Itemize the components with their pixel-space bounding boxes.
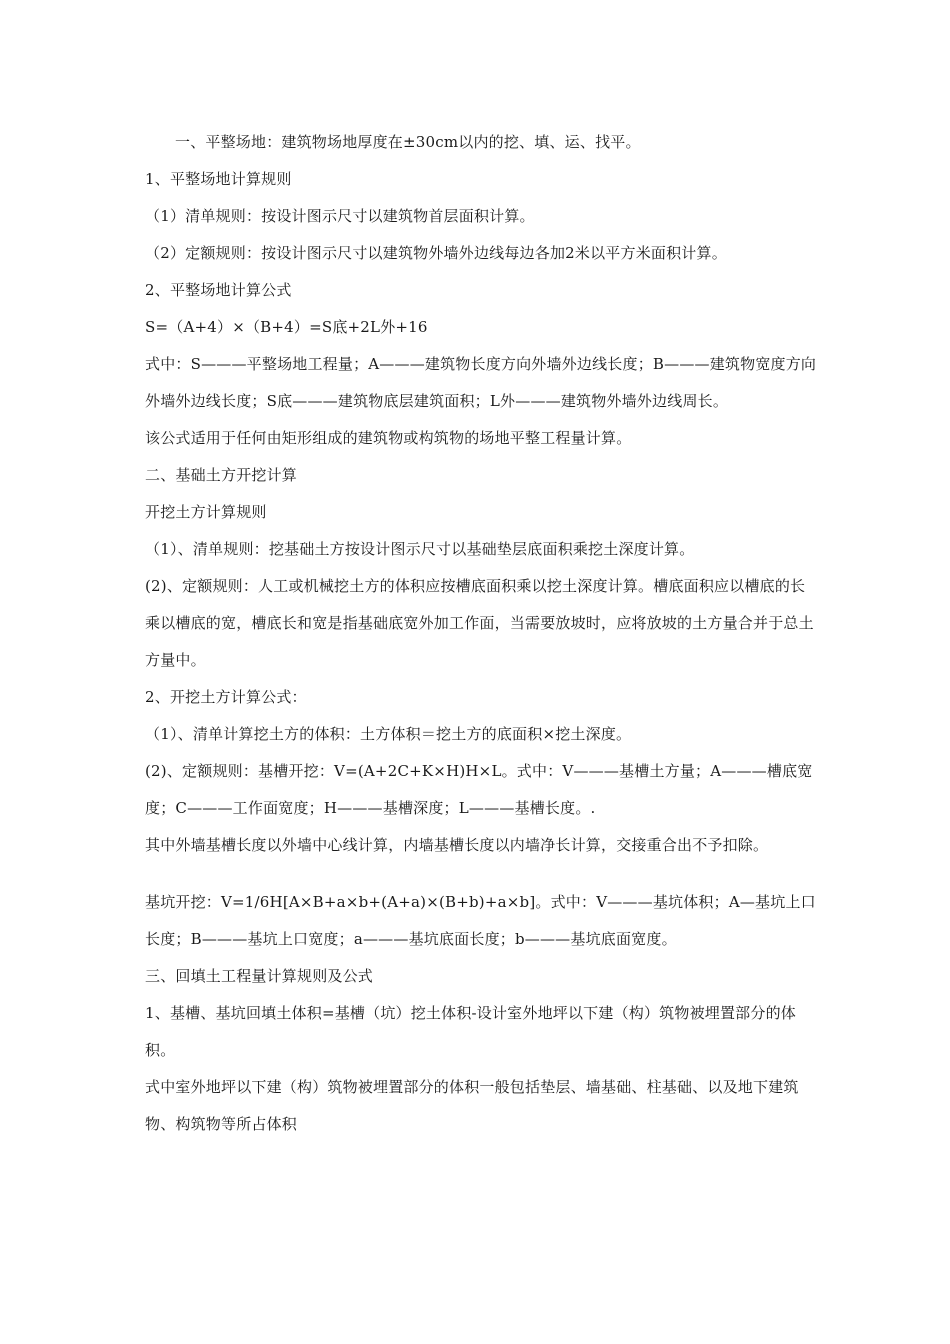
subheading-excavation-rules: 开挖土方计算规则 <box>145 503 267 521</box>
paragraph-trench-length: 其中外墙基槽长度以外墙中心线计算，内墙基槽长度以内墙净长计算，交接重合出不予扣除。 <box>145 836 769 854</box>
subheading-excavation-formula: 2、开挖土方计算公式： <box>145 688 307 706</box>
section-heading-1: 一、平整场地：建筑物场地厚度在±30cm以内的挖、填、运、找平。 <box>175 133 641 151</box>
paragraph-backfill-volume: 1、基槽、基坑回填土体积=基槽（坑）挖土体积-设计室外地坪以下建（构）筑物被埋置部分的体积。 <box>145 1004 796 1059</box>
document-body <box>145 124 817 1143</box>
paragraph-pit-formula: 基坑开挖：V=1/6H[A×B+a×b+(A+a)×(B+b)+a×b]。式中：V———基坑体积；A—基坑上口长度；B———基坑上口宽度；a———基坑底面长度；b———基坑底面宽度。 <box>145 893 816 948</box>
paragraph-gap <box>145 864 817 884</box>
paragraph-formula-scope: 该公式适用于任何由矩形组成的建筑物或构筑物的场地平整工程量计算。 <box>145 429 632 447</box>
subheading-rules: 1、平整场地计算规则 <box>145 170 292 188</box>
subheading-formula: 2、平整场地计算公式 <box>145 281 292 299</box>
paragraph-quota-rule: （2）定额规则：按设计图示尺寸以建筑物外墙外边线每边各加2米以平方米面积计算。 <box>145 244 727 262</box>
paragraph-list-rule: （1）清单规则：按设计图示尺寸以建筑物首层面积计算。 <box>145 207 535 225</box>
paragraph-buried-volume: 式中室外地坪以下建（构）筑物被埋置部分的体积一般包括垫层、墙基础、柱基础、以及地下建筑物、构筑物等所占体积 <box>145 1078 799 1133</box>
paragraph-excavation-quota-rule: (2)、定额规则：人工或机械挖土方的体积应按槽底面积乘以挖土深度计算。槽底面积应以槽底的长乘以槽底的宽，槽底长和宽是指基础底宽外加工作面，当需要放坡时，应将放坡的土方量合并于总土方量中。 <box>145 577 814 669</box>
section-heading-2: 二、基础土方开挖计算 <box>145 466 298 484</box>
paragraph-trench-formula: (2)、定额规则：基槽开挖：V=(A+2C+K×H)H×L。式中：V———基槽土方量；A———槽底宽度；C———工作面宽度；H———基槽深度；L———基槽长度。. <box>145 762 813 817</box>
formula-line: S=（A+4）×（B+4）=S底+2L外+16 <box>145 318 428 336</box>
paragraph-volume-list: （1）、清单计算挖土方的体积：土方体积＝挖土方的底面积×挖土深度。 <box>145 725 632 743</box>
paragraph-excavation-list-rule: （1）、清单规则：挖基础土方按设计图示尺寸以基础垫层底面积乘挖土深度计算。 <box>145 540 695 558</box>
section-heading-3: 三、回填土工程量计算规则及公式 <box>145 967 374 985</box>
paragraph-formula-definitions: 式中：S———平整场地工程量；A———建筑物长度方向外墙外边线长度；B———建筑物宽度方向外墙外边线长度；S底———建筑物底层建筑面积；L外———建筑物外墙外边线周长。 <box>145 355 817 410</box>
